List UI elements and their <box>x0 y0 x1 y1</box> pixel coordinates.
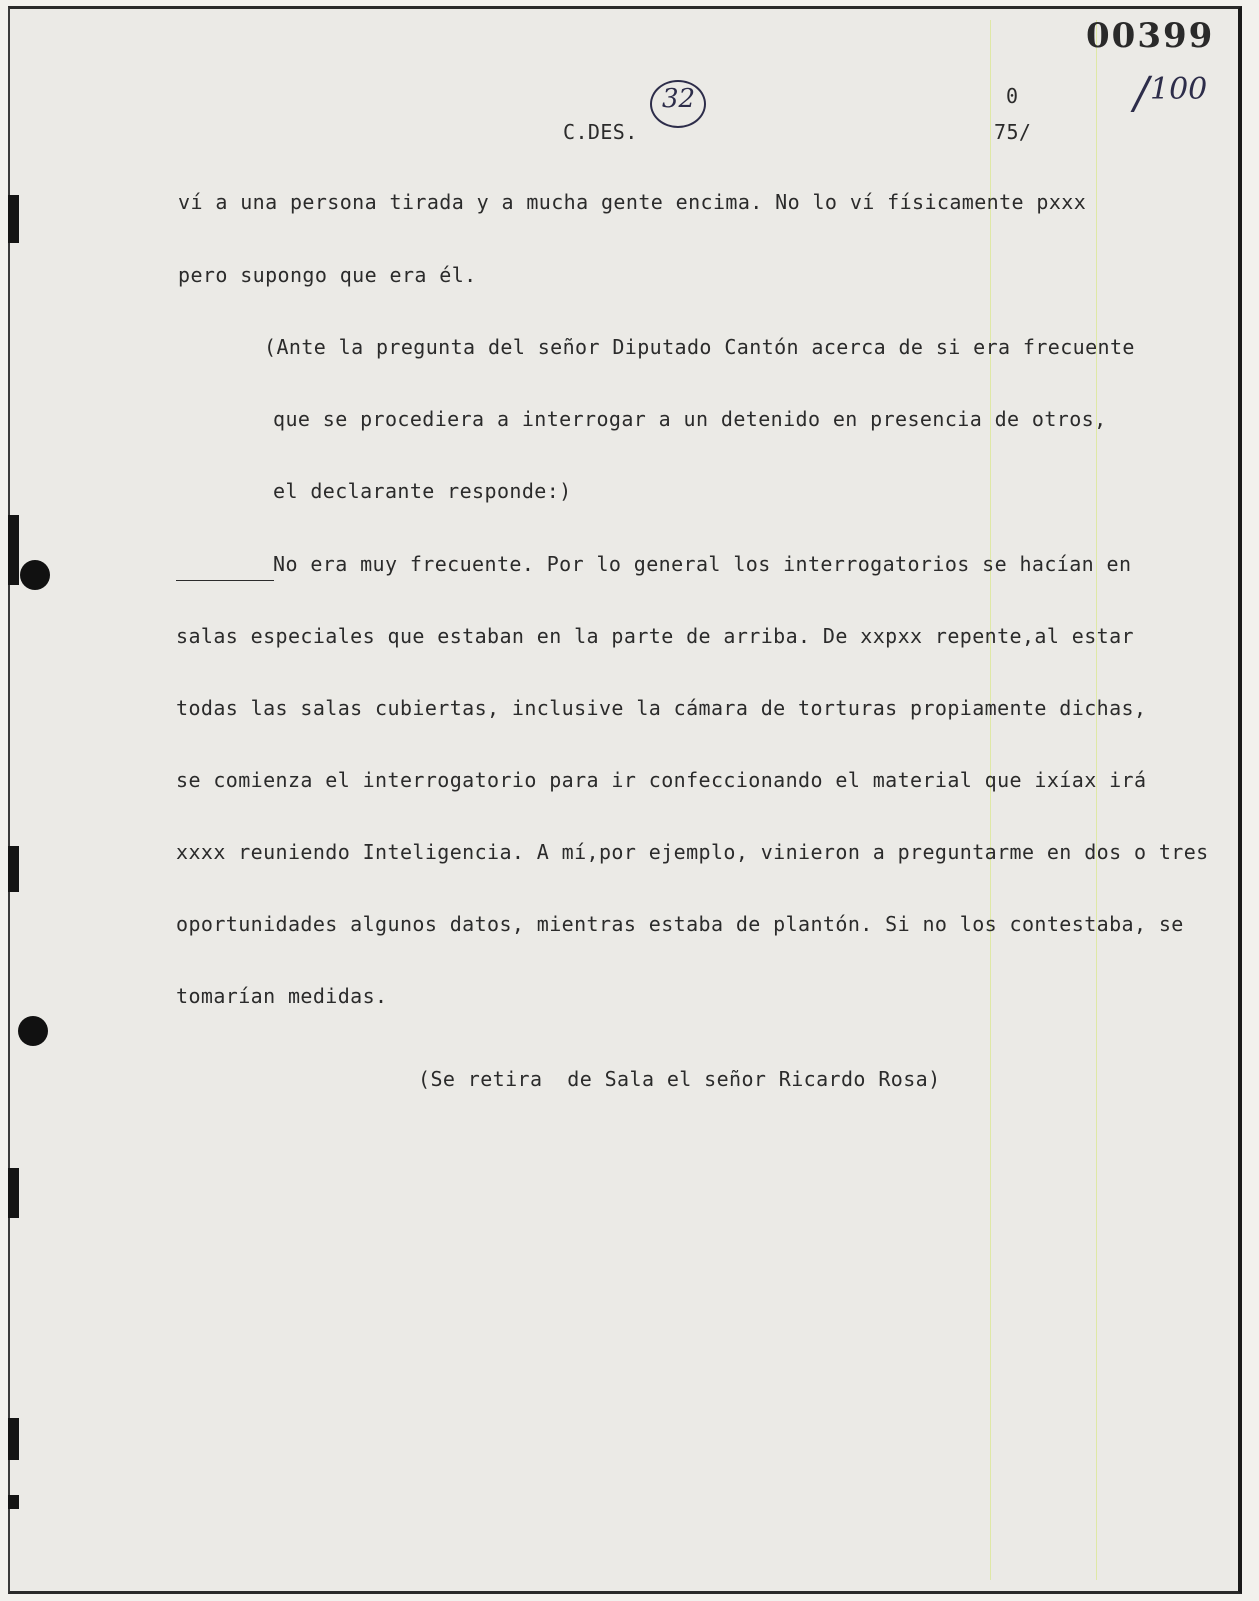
binder-mark <box>8 846 19 892</box>
binder-mark <box>8 515 19 585</box>
handwritten-folio-mark: / <box>1134 68 1149 119</box>
binder-mark <box>8 1495 19 1509</box>
text-line: que se procediera a interrogar a un detenido en presencia de otros, <box>273 407 1107 431</box>
binder-mark <box>8 1418 19 1460</box>
document-code: C.DES. <box>563 120 638 144</box>
text-line: oportunidades algunos datos, mientras estaba de plantón. Si no los contestaba, se <box>176 912 1184 936</box>
scan-guide-line <box>1096 20 1097 1580</box>
scan-guide-line <box>990 20 991 1580</box>
circled-number: 32 <box>662 84 696 114</box>
binder-mark <box>8 1168 19 1218</box>
indent-rule <box>176 580 274 581</box>
stage-direction: (Se retira de Sala el señor Ricardo Rosa) <box>418 1067 941 1091</box>
stamp-number: 00399 <box>1086 16 1215 56</box>
punch-hole <box>18 1016 48 1046</box>
binder-mark <box>8 195 19 243</box>
text-line: pero supongo que era él. <box>178 263 477 287</box>
handwritten-folio: 100 <box>1150 72 1208 107</box>
page-indicator-bottom: 75/ <box>994 120 1032 144</box>
text-line: No era muy frecuente. Por lo general los interrogatorios se hacían en <box>273 552 1132 576</box>
text-line: el declarante responde:) <box>273 479 572 503</box>
page-indicator-top: 0 <box>1006 84 1019 108</box>
text-line: xxxx reuniendo Inteligencia. A mí,por ejemplo, vinieron a preguntarme en dos o tres <box>176 840 1209 864</box>
text-line: ví a una persona tirada y a mucha gente encima. No lo ví físicamente pxxx <box>178 190 1087 214</box>
punch-hole <box>20 560 50 590</box>
text-line: salas especiales que estaban en la parte de arriba. De xxpxx repente,al estar <box>176 624 1134 648</box>
text-line: (Ante la pregunta del señor Diputado Cantón acerca de si era frecuente <box>264 335 1135 359</box>
text-line: se comienza el interrogatorio para ir confeccionando el material que ixíax irá <box>176 768 1147 792</box>
text-line: tomarían medidas. <box>176 984 388 1008</box>
document-page <box>8 6 1242 1594</box>
text-line: todas las salas cubiertas, inclusive la cámara de torturas propiamente dichas, <box>176 696 1147 720</box>
